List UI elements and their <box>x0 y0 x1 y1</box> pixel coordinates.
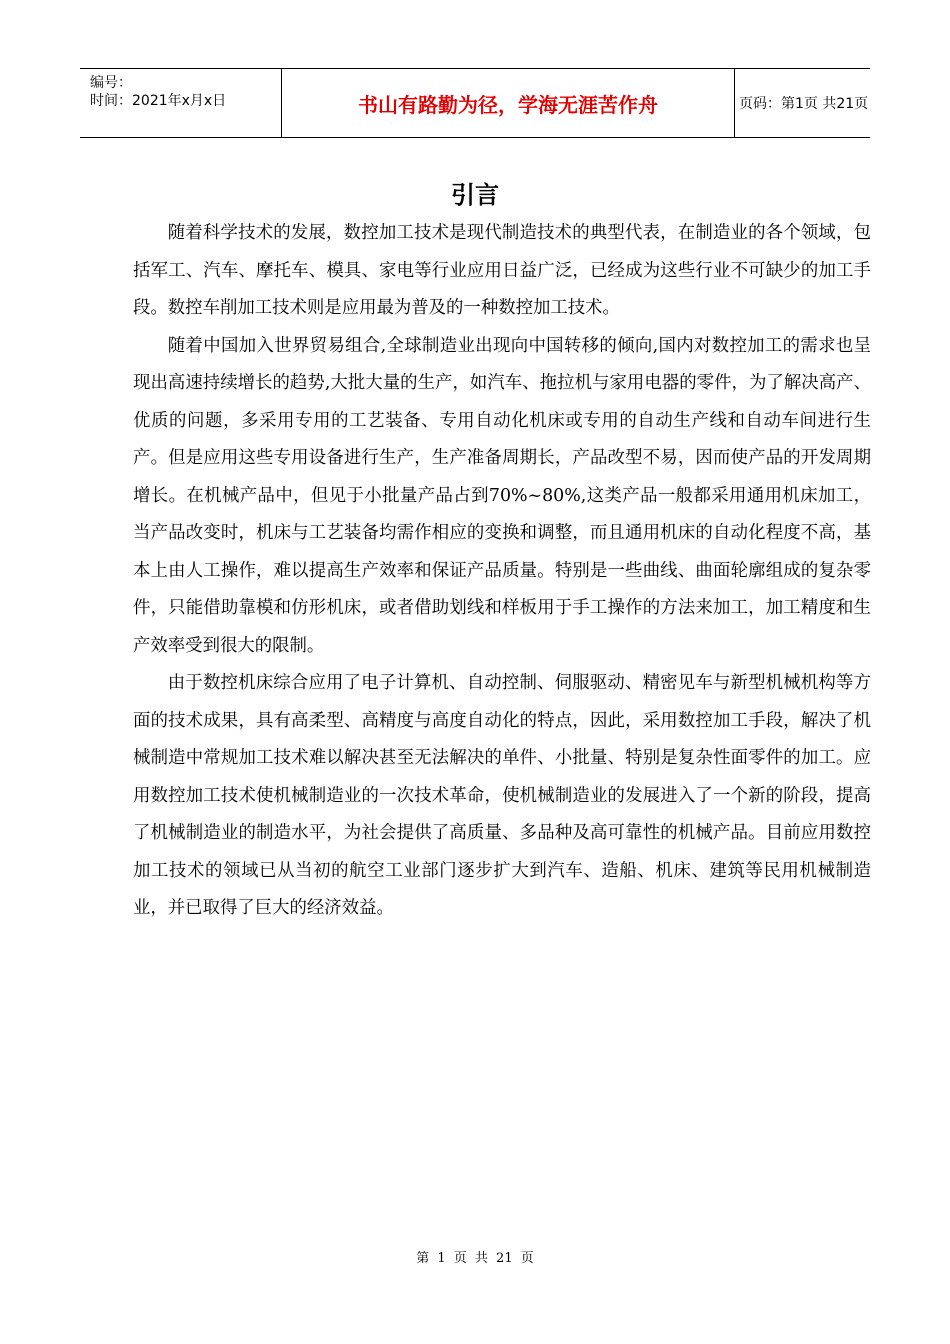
header-motto: 书山有路勤为径，学海无涯苦作舟 <box>358 92 658 117</box>
paragraph: 由于数控机床综合应用了电子计算机、自动控制、伺服驱动、精密见车与新型机械机构等方面的技术成果，具有高柔型、高精度与高度自动化的特点，因此，采用数控加工手段，解决了机械制造中常规加工技术难以解决甚至无法解决的单件、小批量、特别是复杂性面零件的加工。应用数控加工技术使机械制造业的一次技术革命，使机械制造业的发展进入了一个新的阶段，提高了机械制造业的制造水平，为社会提供了高质量、多品种及高可靠性的机械产品。目前应用数控加工技术的领域已从当初的航空工业部门逐步扩大到汽车、造船、机床、建筑等民用机械制造业，并已取得了巨大的经济效益。 <box>133 673 871 918</box>
paragraph: 随着中国加入世界贸易组合,全球制造业出现向中国转移的倾向,国内对数控加工的需求也呈现出高速持续增长的趋势,大批大量的生产，如汽车、拖拉机与家用电器的零件，为了解决高产、优质的问题，多采用专用的工艺装备、专用自动化机床或专用的自动生产线和自动车间进行生产。但是应用这些专用设备进行生产，生产准备周期长，产品改型不易，因而使产品的开发周期增长。在机械产品中，但见于小批量产品占到70%~80%,这类产品一般都采用通用机床加工，当产品改变时，机床与工艺装备均需作相应的变换和调整，而且通用机床的自动化程度不高，基本上由人工操作，难以提高生产效率和保证产品质量。特别是一些曲线、曲面轮廓组成的复杂零件，只能借助靠模和仿形机床，或者借助划线和样板用于手工操作的方法来加工，加工精度和生产效率受到很大的限制。 <box>133 335 871 656</box>
document-time-label: 时间：2021年x月x日 <box>90 93 227 109</box>
page-header <box>80 68 870 138</box>
page-footer: 第 1 页 共 21 页 <box>416 1251 534 1266</box>
paragraph: 随着科学技术的发展，数控加工技术是现代制造技术的典型代表，在制造业的各个领域，包括军工、汽车、摩托车、模具、家电等行业应用日益广泛，已经成为这些行业不可缺少的加工手段。数控车削加工技术则是应用最为普及的一种数控加工技术。 <box>133 223 871 318</box>
document-number-label: 编号： <box>90 75 132 91</box>
document-body <box>133 215 871 928</box>
header-page-info: 页码：第1页 共21页 <box>739 96 869 112</box>
header-meta <box>80 69 281 137</box>
page-title: 引言 <box>451 181 499 209</box>
